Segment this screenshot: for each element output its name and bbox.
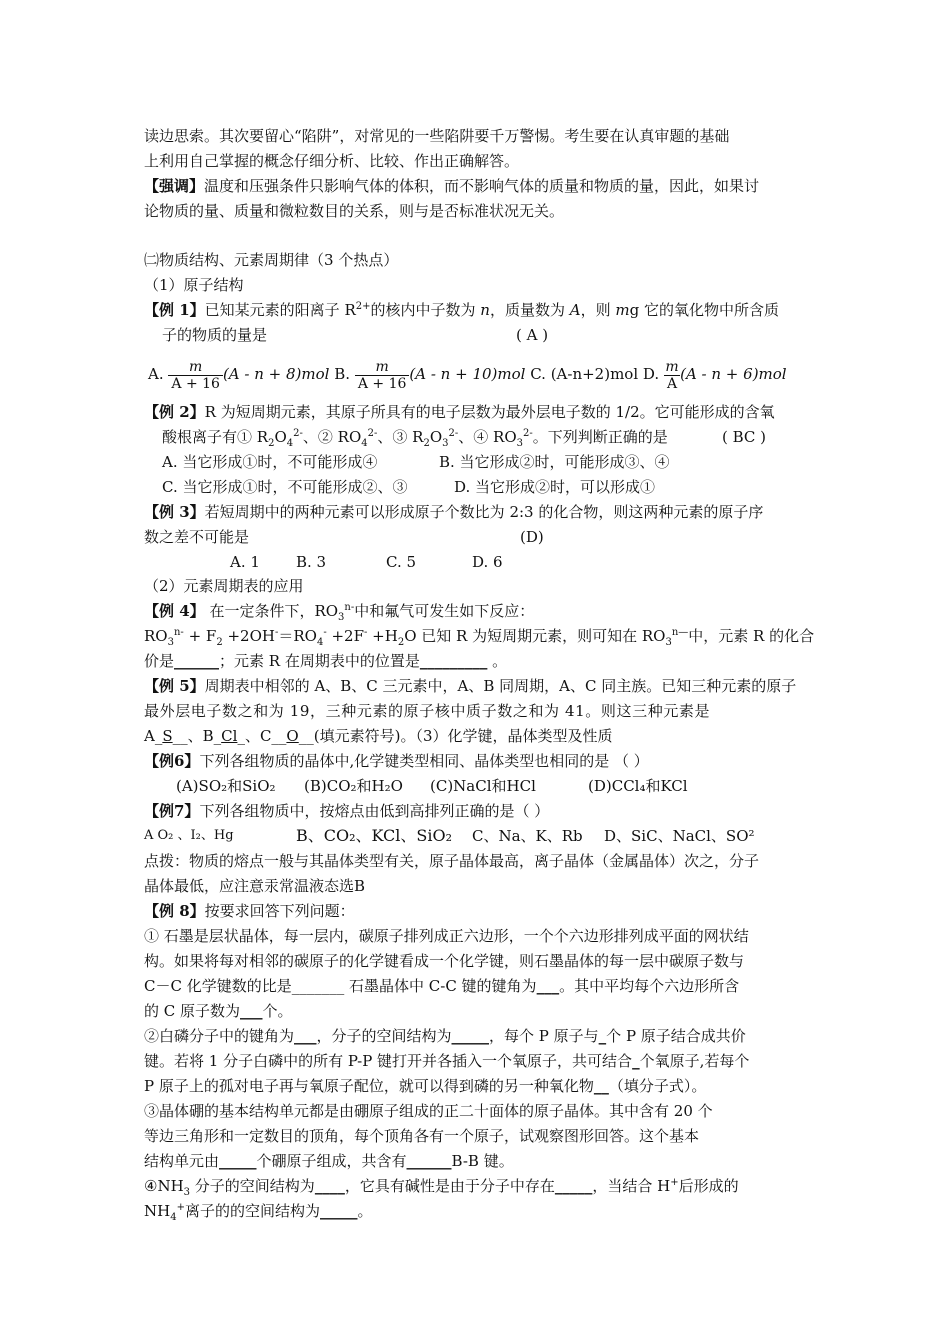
t: 。 [487, 652, 508, 670]
answer-blank[interactable]: _____ [451, 1027, 490, 1045]
answer-blank[interactable]: _________ [419, 652, 488, 670]
fraction-numerator: m [189, 358, 203, 375]
answer-blank[interactable]: ______ [174, 652, 220, 670]
answer-blank[interactable]: _ [598, 1027, 607, 1045]
example-1-text: g 它的氧化物中所含质 [629, 301, 779, 319]
superscript: + [670, 1177, 679, 1188]
subscript: 4 [316, 637, 324, 648]
superscript: - [323, 627, 327, 638]
superscript: 2- [293, 428, 303, 439]
t: 结构单元由 [144, 1152, 220, 1170]
superscript: + [176, 1202, 185, 1213]
example-7-hint-2: 晶体最低，应注意汞常温液态选B [144, 877, 366, 895]
section-title: ㈡物质结构、元素周期律（3 个热点） [144, 251, 399, 269]
t: 离子的的空间结构为 [184, 1202, 320, 1220]
answer-blank[interactable]: _______ [291, 977, 345, 995]
answer-blank[interactable]: ___ [536, 977, 560, 995]
example-8-p3-line-2: 等边三角形和一定数目的顶角，每个顶角各有一个原子，试观察图形回答。这个基本 [144, 1127, 700, 1145]
example-2-option-c: C. 当它形成①时，不可能形成②、③ [162, 478, 408, 496]
example-5-line-3 [144, 724, 612, 748]
fraction-denominator: A [664, 375, 680, 392]
example-8-p3-line-3 [144, 1149, 514, 1173]
option-d-fraction [664, 359, 680, 392]
example-7-option-d: D、SiC、NaCl、SO² [604, 827, 755, 845]
example-5-line-1 [144, 674, 796, 698]
t: 、④ RO [458, 428, 517, 446]
t: ④NH [144, 1177, 184, 1195]
subscript: 3 [442, 438, 449, 449]
example-1-tag: 【例 1】 [144, 301, 205, 319]
t: （填分子式）。 [608, 1077, 707, 1095]
t: O 已知 R 为短周期元素，则可知在 RO [404, 627, 666, 645]
superscript: n- [173, 627, 184, 638]
example-1-text: ，则 [580, 301, 616, 319]
t: 中和氟气可发生如下反应： [354, 602, 535, 620]
example-4-line-3 [144, 649, 507, 673]
superscript: - [274, 627, 279, 638]
example-5-tag: 【例 5】 [144, 677, 205, 695]
example-6-line-1 [144, 749, 649, 773]
subscript: 4 [170, 1212, 177, 1223]
example-8-tag: 【例 8】 [144, 902, 205, 920]
answer-blank[interactable]: ____ [314, 1177, 345, 1195]
t: + F [183, 627, 217, 645]
t: ，分子的空间结构为 [316, 1027, 452, 1045]
superscript: 2- [448, 428, 459, 439]
example-8-p2-line-2 [144, 1049, 749, 1073]
example-2-option-b: B. 当它形成②时，可能形成③、④ [439, 453, 670, 471]
example-3-tag: 【例 3】 [144, 503, 205, 521]
option-a-fraction [168, 359, 223, 392]
example-2-text: R 为短周期元素，其原子所具有的电子层数为最外层电子数的 1/2。它可能形成的含氧 [204, 403, 775, 421]
example-5-text: 周期表中相邻的 A、B、C 三元素中，A、B 同周期，A、C 同主族。已知三种元素的原子 [204, 677, 797, 695]
superscript: 2- [367, 428, 378, 439]
t: +H [367, 627, 398, 645]
var-m: m [615, 301, 630, 319]
answer-blank[interactable]: ______ [406, 1152, 452, 1170]
example-7-option-a: A O₂ 、I₂、Hg [144, 828, 234, 843]
example-1-text: 已知某元素的阳离子 R [204, 301, 356, 319]
subsection-atomic-structure: （1）原子结构 [144, 276, 244, 294]
option-a-label: A. [148, 365, 164, 383]
emphasis-tag: 【强调】 [144, 177, 205, 195]
example-7-option-c: C、Na、K、Rb [472, 827, 583, 845]
example-6-tag: 【例6】 [144, 752, 200, 770]
answer-blank[interactable]: ___ [294, 1027, 317, 1045]
example-3-text: 若短周期中的两种元素可以形成原子个数比为 2:3 的化合物，则这两种元素的原子序 [204, 503, 764, 521]
example-3-line-2: 数之差不可能是 [144, 528, 250, 546]
t: B-B 键。 [451, 1152, 514, 1170]
t: 在一定条件下，RO [204, 602, 339, 620]
example-2-line-2 [162, 425, 668, 449]
t: 酸根离子有① R [162, 428, 269, 446]
subscript: 2 [397, 637, 405, 648]
subscript: 2 [216, 637, 223, 648]
option-d-label: D. [642, 365, 660, 383]
example-6-option-b: (B)CO₂和H₂O [304, 777, 403, 795]
example-8-p2-line-1 [144, 1024, 746, 1048]
example-2-answer: ( BC ) [722, 428, 767, 446]
example-4-equation [144, 624, 814, 648]
example-7-text: 下列各组物质中，按熔点由低到高排列正确的是（ ） [199, 802, 550, 820]
example-8-p1-line-4 [144, 999, 293, 1023]
example-8-p1-line-3 [144, 974, 739, 998]
t: 个。 [262, 1002, 293, 1020]
answer-Cl: Cl [221, 727, 238, 745]
t: +2OH [222, 627, 275, 645]
example-4-tag: 【例 4】 [144, 602, 205, 620]
fraction-numerator: m [665, 358, 679, 375]
subscript: 3 [183, 1187, 191, 1198]
t: ；元素 R 在周期表中的位置是 [219, 652, 420, 670]
t: ＝RO [278, 627, 317, 645]
example-6-option-d: (D)CCl₄和KCl [588, 777, 688, 795]
superscript: n— [671, 627, 689, 638]
subscript: 3 [516, 438, 524, 449]
t: +2F [326, 627, 364, 645]
example-6-option-c: (C)NaCl和HCl [430, 777, 536, 795]
var-A: A [569, 301, 581, 319]
answer-blank[interactable]: _____ [219, 1152, 257, 1170]
t: O [274, 428, 287, 446]
intro-line-1: 读边思索。其次要留心“陷阱”，对常见的一些陷阱要千万警惕。考生要在认真审题的基础 [144, 127, 730, 145]
example-8-p4-line-2 [144, 1199, 373, 1223]
t: 。其中平均每个六边形所含 [559, 977, 740, 995]
example-8-p1-line-2: 构。如果将每对相邻的碳原子的化学键看成一个化学键，则石墨晶体的每一层中碳原子数与 [144, 952, 745, 970]
example-2-line-1 [144, 400, 775, 424]
subscript: 3 [338, 612, 345, 623]
superscript: - [364, 627, 368, 638]
example-2-tag: 【例 2】 [144, 403, 205, 421]
example-8-line-1 [144, 899, 355, 923]
subscript: 4 [286, 438, 294, 449]
option-b-expression: (A - n + 10)mol [409, 365, 526, 383]
t: 中，元素 R 的化合 [688, 627, 815, 645]
example-4-line-1 [144, 599, 534, 623]
t: 价是 [144, 652, 175, 670]
example-2-option-d: D. 当它形成②时，可以形成① [454, 478, 656, 496]
answer-O: O [286, 727, 299, 745]
example-8-intro: 按要求回答下列问题： [204, 902, 355, 920]
answer-blank[interactable]: _____ [554, 1177, 593, 1195]
example-1-line-2: 子的物质的量是 [162, 326, 268, 344]
fraction-numerator: m [375, 358, 389, 375]
option-b-label: B. [334, 365, 351, 383]
option-c: C. (A-n+2)mol [530, 365, 639, 383]
answer-S: S [162, 727, 173, 745]
t: NH [144, 1202, 171, 1220]
superscript: n- [344, 602, 355, 613]
emphasis-line-2: 论物质的量、质量和微粒数目的关系，则与是否标准状况无关。 [144, 202, 565, 220]
example-1-text: 的核内中子数为 [370, 301, 481, 319]
answer-blank[interactable]: __ [593, 1077, 609, 1095]
option-a-expression: (A - n + 8)mol [222, 365, 330, 383]
t: 石墨晶体中 C-C 键的键角为 [344, 977, 537, 995]
t: ②白磷分子中的键角为 [144, 1027, 295, 1045]
var-n: n [480, 301, 490, 319]
example-3-option-c: C. 5 [386, 553, 417, 571]
t: RO [144, 627, 168, 645]
example-3-option-a: A. 1 [230, 553, 260, 571]
charge-superscript: 2+ [355, 301, 371, 312]
t: C－C 化学键数的比是 [144, 977, 292, 995]
t: 、② RO [302, 428, 362, 446]
t: ，每个 P 原子与 [489, 1027, 599, 1045]
answer-blank[interactable]: _____ [320, 1202, 358, 1220]
t: 键。若将 1 分子白磷中的所有 P-P 键打开并各插入一个氧原子，共可结合 [144, 1052, 633, 1070]
example-3-option-d: D. 6 [472, 553, 503, 571]
example-8-p3-line-1: ③晶体硼的基本结构单元都是由硼原子组成的正二十面体的原子晶体。其中含有 20 个 [144, 1102, 713, 1120]
emphasis-text: 温度和压强条件只影响气体的体积，而不影响气体的质量和物质的量，因此，如果讨 [204, 177, 760, 195]
intro-line-2: 上利用自己掌握的概念仔细分析、比较、作出正确解答。 [144, 152, 520, 170]
fraction-denominator: A + 16 [355, 375, 410, 392]
t: 个氧原子,若每个 [639, 1052, 750, 1070]
example-8-p1-line-1: ① 石墨是层状晶体，每一层内，碳原子排列成正六边形，一个个六边形排列成平面的网状结 [144, 927, 749, 945]
subscript: 2 [423, 438, 430, 449]
example-3-answer: (D) [520, 528, 544, 546]
subscript: 3 [665, 637, 672, 648]
example-1-answer: ( A ) [516, 326, 549, 344]
t: __、B_ [172, 727, 222, 745]
t: __(填元素符号)。（3）化学键，晶体类型及性质 [298, 727, 613, 745]
subsection-periodic-table: （2）元素周期表的应用 [144, 577, 304, 595]
subscript: 4 [361, 438, 368, 449]
t: ，当结合 H [592, 1177, 671, 1195]
example-1-options [148, 354, 787, 394]
option-b-fraction [355, 359, 410, 392]
t: 。 [357, 1202, 373, 1220]
superscript: 2- [523, 428, 533, 439]
example-6-text: 下列各组物质的晶体中,化学键类型相同、晶体类型也相同的是 （ ） [199, 752, 649, 770]
t: 个 P 原子结合成共价 [606, 1027, 746, 1045]
t: O [429, 428, 443, 446]
subscript: 3 [167, 637, 174, 648]
example-1-text: ，质量数为 [489, 301, 570, 319]
emphasis-paragraph [144, 174, 759, 198]
t: 、③ R [377, 428, 424, 446]
answer-blank[interactable]: ___ [240, 1002, 263, 1020]
answer-blank[interactable]: _ [632, 1052, 640, 1070]
t: 的 C 原子数为 [144, 1002, 241, 1020]
t: 。下列判断正确的是 [532, 428, 668, 446]
example-2-option-a: A. 当它形成①时，不可能形成④ [162, 453, 378, 471]
example-7-option-b: B、CO₂、KCl、SiO₂ [296, 826, 453, 845]
t: A_ [144, 727, 163, 745]
subscript: 2 [268, 438, 275, 449]
example-3-option-b: B. 3 [296, 553, 327, 571]
t: P 原子上的孤对电子再与氧原子配位，就可以得到磷的另一种氧化物 [144, 1077, 594, 1095]
example-8-p4-line-1 [144, 1174, 739, 1198]
t: 后形成的 [678, 1177, 739, 1195]
example-8-p2-line-3 [144, 1074, 706, 1098]
example-7-tag: 【例7】 [144, 802, 200, 820]
example-5-line-2: 最外层电子数之和为 19，三种元素的原子核中质子数之和为 41。则这三种元素是 [144, 702, 711, 720]
fraction-denominator: A + 16 [168, 375, 223, 392]
t: 个硼原子组成，共含有 [256, 1152, 407, 1170]
example-7-line-1 [144, 799, 549, 823]
example-1-line-1 [144, 298, 779, 322]
example-7-hint-1: 点拨：物质的熔点一般与其晶体类型有关，原子晶体最高，离子晶体（金属晶体）次之，分子 [144, 852, 760, 870]
t: ，它具有碱性是由于分子中存在 [344, 1177, 555, 1195]
t: 分子的空间结构为 [190, 1177, 315, 1195]
example-3-line-1 [144, 500, 763, 524]
option-d-expression: (A - n + 6)mol [680, 365, 787, 383]
example-6-option-a: (A)SO₂和SiO₂ [176, 777, 276, 795]
t: _、C__ [237, 727, 287, 745]
